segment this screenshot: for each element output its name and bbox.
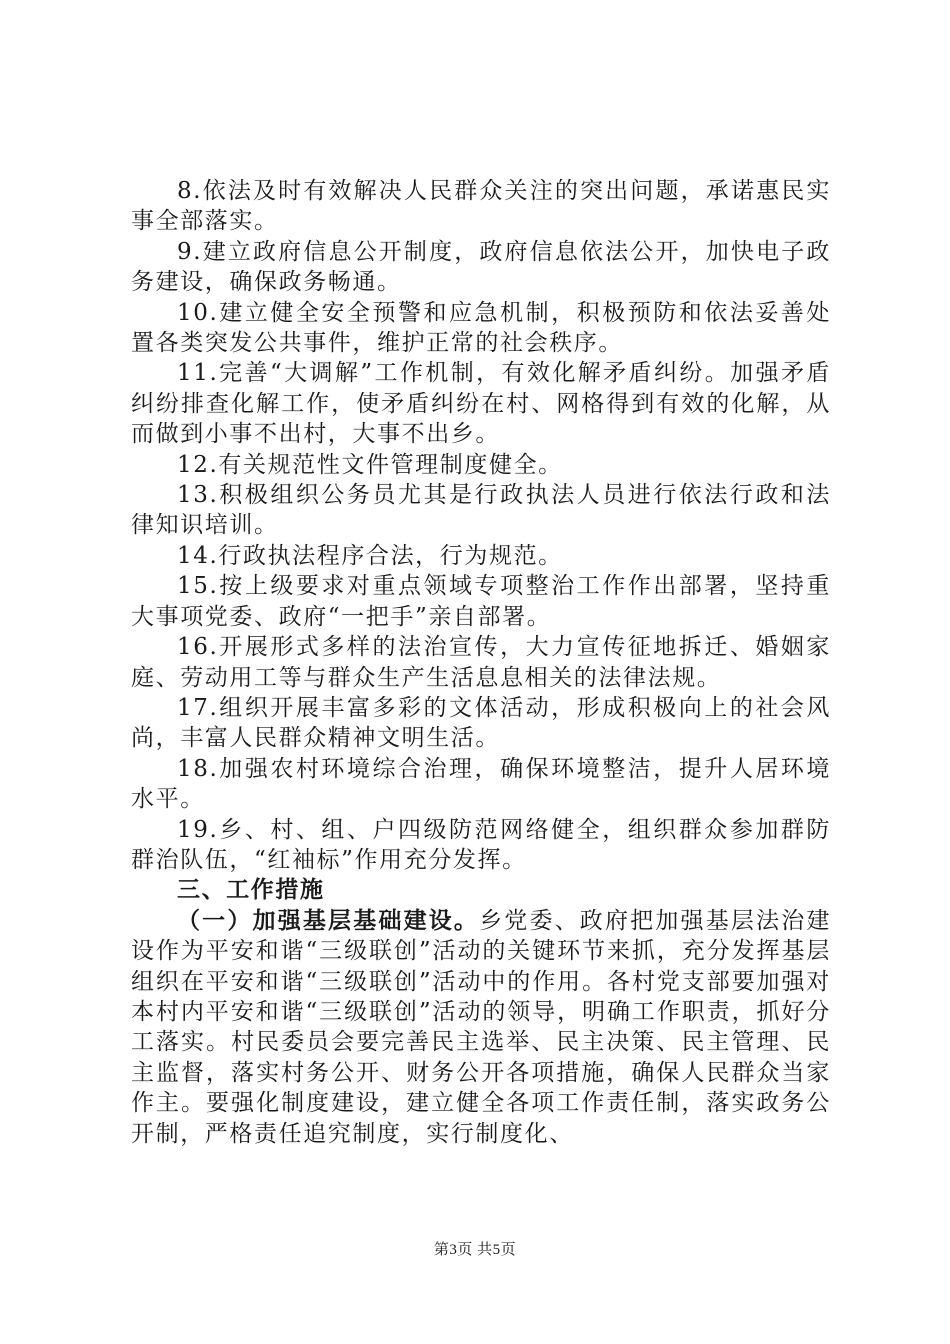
page-footer	[0, 1238, 950, 1259]
measure-paragraph	[131, 906, 831, 1149]
list-item: 11.完善“大调解”工作机制，有效化解矛盾纠纷。加强矛盾纠纷排查化解工作，使矛盾纠纷在村、网格得到有效的化解，从而做到小事不出村，大事不出乡。	[131, 360, 831, 448]
list-item: 18.加强农村环境综合治理，确保环境整洁，提升人居环境水平。	[131, 755, 831, 813]
list-item: 13.积极组织公务员尤其是行政执法人员进行依法行政和法律知识培训。	[131, 482, 831, 539]
measure-lead: （一）加强基层基础建设。	[177, 906, 480, 934]
list-item: 19.乡、村、组、户四级防范网络健全，组织群众参加群防群治队伍，“红袖标”作用充分发挥。	[131, 816, 831, 873]
document-body	[131, 176, 831, 1149]
list-item: 9.建立政府信息公开制度，政府信息依法公开，加快电子政务建设，确保政务畅通。	[131, 238, 831, 296]
list-item: 10.建立健全安全预警和应急机制，积极预防和依法妥善处置各类突发公共事件，维护正常的社会秩序。	[131, 299, 831, 357]
page-number: 第3页 共5页	[433, 1242, 517, 1258]
list-item: 15.按上级要求对重点领域专项整治工作作出部署，坚持重大事项党委、政府“一把手”亲自部署。	[131, 573, 831, 630]
list-item: 17.组织开展丰富多彩的文体活动，形成积极向上的社会风尚，丰富人民群众精神文明生活。	[131, 694, 831, 752]
section-heading: 三、工作措施	[177, 876, 325, 904]
measure-body: 乡党委、政府把加强基层法治建设作为平安和谐“三级联创”活动的关键环节来抓，充分发挥基层组织在平安和谐“三级联创”活动中的作用。各村党支部要加强对本村内平安和谐“三级联创”活动的领导，明确工作职责，抓好分工落实。村民委员会要完善民主选举、民主决策、民主管理、民主监督，落实村务公开、财务公开各项措施，确保人民群众当家作主。要强化制度建设，建立健全各项工作责任制，落实政务公开制，严格责任追究制度，实行制度化、	[131, 907, 831, 1147]
list-item: 12.有关规范性文件管理制度健全。	[177, 451, 563, 478]
list-item: 8.依法及时有效解决人民群众关注的突出问题，承诺惠民实事全部落实。	[131, 178, 831, 235]
list-item: 16.开展形式多样的法治宣传，大力宣传征地拆迁、婚姻家庭、劳动用工等与群众生产生活息息相关的法律法规。	[131, 634, 831, 691]
list-item: 14.行政执法程序合法，行为规范。	[177, 542, 563, 569]
